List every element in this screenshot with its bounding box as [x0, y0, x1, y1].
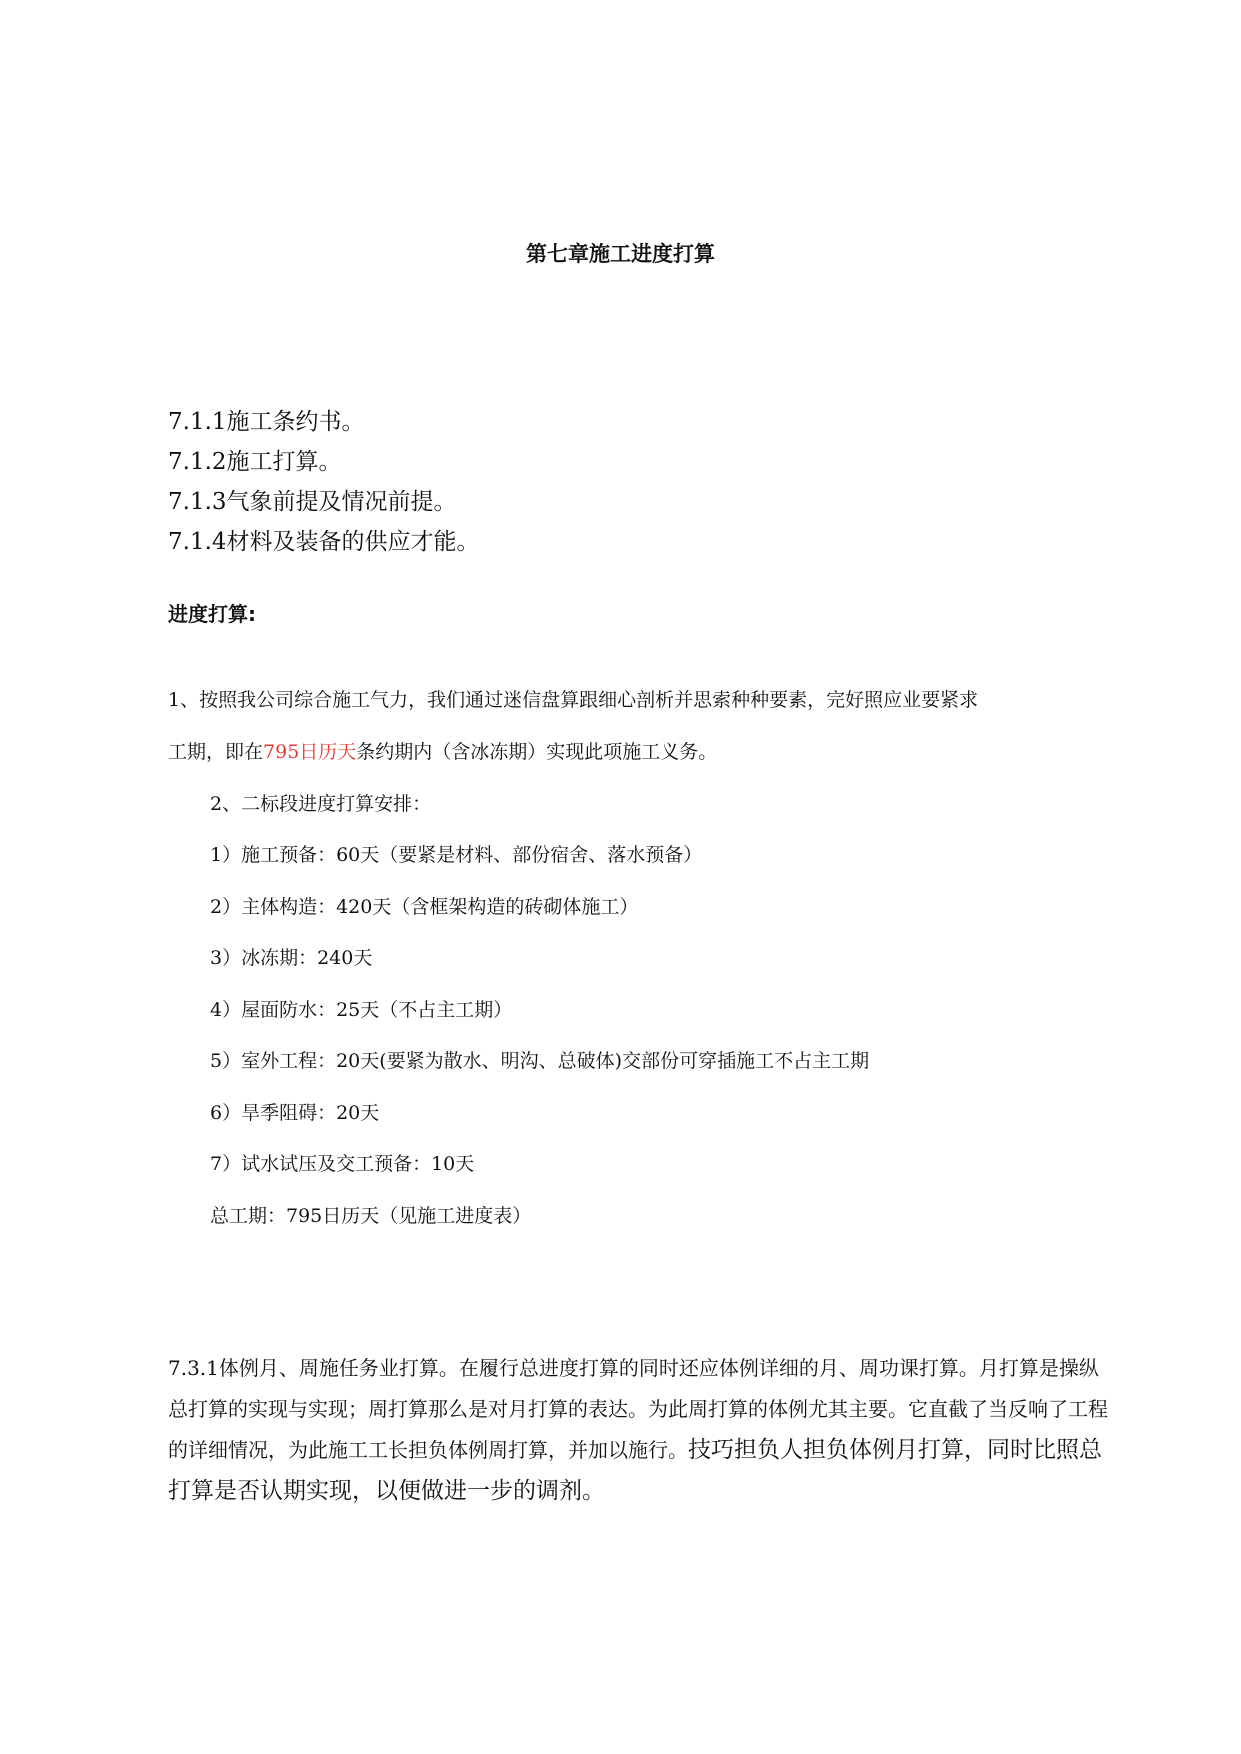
- schedule-heading: 2、二标段进度打算安排：: [210, 793, 432, 815]
- schedule-section-heading: 进度打算:: [168, 602, 256, 626]
- paragraph-1-line-1: 1、按照我公司综合施工气力，我们通过迷信盘算跟细心剖析并思索种种要素，完好照应业要紧求: [168, 689, 979, 711]
- schedule-item-5: 5）室外工程：20天(要紧为散水、明沟、总破体)交部份可穿插施工不占主工期: [210, 1050, 870, 1072]
- paragraph-2-part-1: 7.3.1体例月、周施任务业打算。在履行总进度打算的同时还应体例详细的月、周功课打算。月打算是操纵总打算的实现与实现；周打算那么是对月打算的表达。为此周打算的体例尤其主要。它直截了当反响了工程的详细情况，为此施工工长担负体例周打算，并加以施行。: [168, 1356, 1108, 1462]
- paragraph-1-line-2: [168, 737, 717, 764]
- section-item-7-1-2: 7.1.2施工打算。: [168, 449, 342, 475]
- schedule-item-4: 4）屋面防水：25天（不占主工期）: [210, 999, 513, 1021]
- section-item-7-1-1: 7.1.1施工条约书。: [168, 409, 365, 435]
- schedule-item-6: 6）旱季阻碍：20天: [210, 1102, 380, 1124]
- paragraph-1-prefix: 工期，即在: [168, 741, 264, 763]
- schedule-item-1: 1）施工预备：60天（要紧是材料、部份宿舍、落水预备）: [210, 844, 703, 866]
- schedule-item-3: 3）冰冻期：240天: [210, 947, 373, 969]
- section-item-7-1-3: 7.1.3气象前提及情况前提。: [168, 489, 457, 515]
- total-duration: 总工期：795日历天（见施工进度表）: [210, 1205, 532, 1227]
- paragraph-2-part-2: 技巧担负人担负体例月打算，同时比照总打算是否认期实现，以便做进一步的调剂。: [168, 1437, 1102, 1504]
- schedule-item-7: 7）试水试压及交工预备：10天: [210, 1153, 475, 1175]
- monthly-weekly-plan-paragraph: [168, 1348, 1108, 1512]
- highlighted-duration: 795日历天: [263, 741, 357, 763]
- page-title: 第七章施工进度打算: [526, 242, 715, 266]
- schedule-item-2: 2）主体构造：420天（含框架构造的砖砌体施工）: [210, 896, 639, 918]
- section-item-7-1-4: 7.1.4材料及装备的供应才能。: [168, 529, 480, 555]
- paragraph-1-suffix: 条约期内（含冰冻期）实现此项施工义务。: [356, 741, 718, 763]
